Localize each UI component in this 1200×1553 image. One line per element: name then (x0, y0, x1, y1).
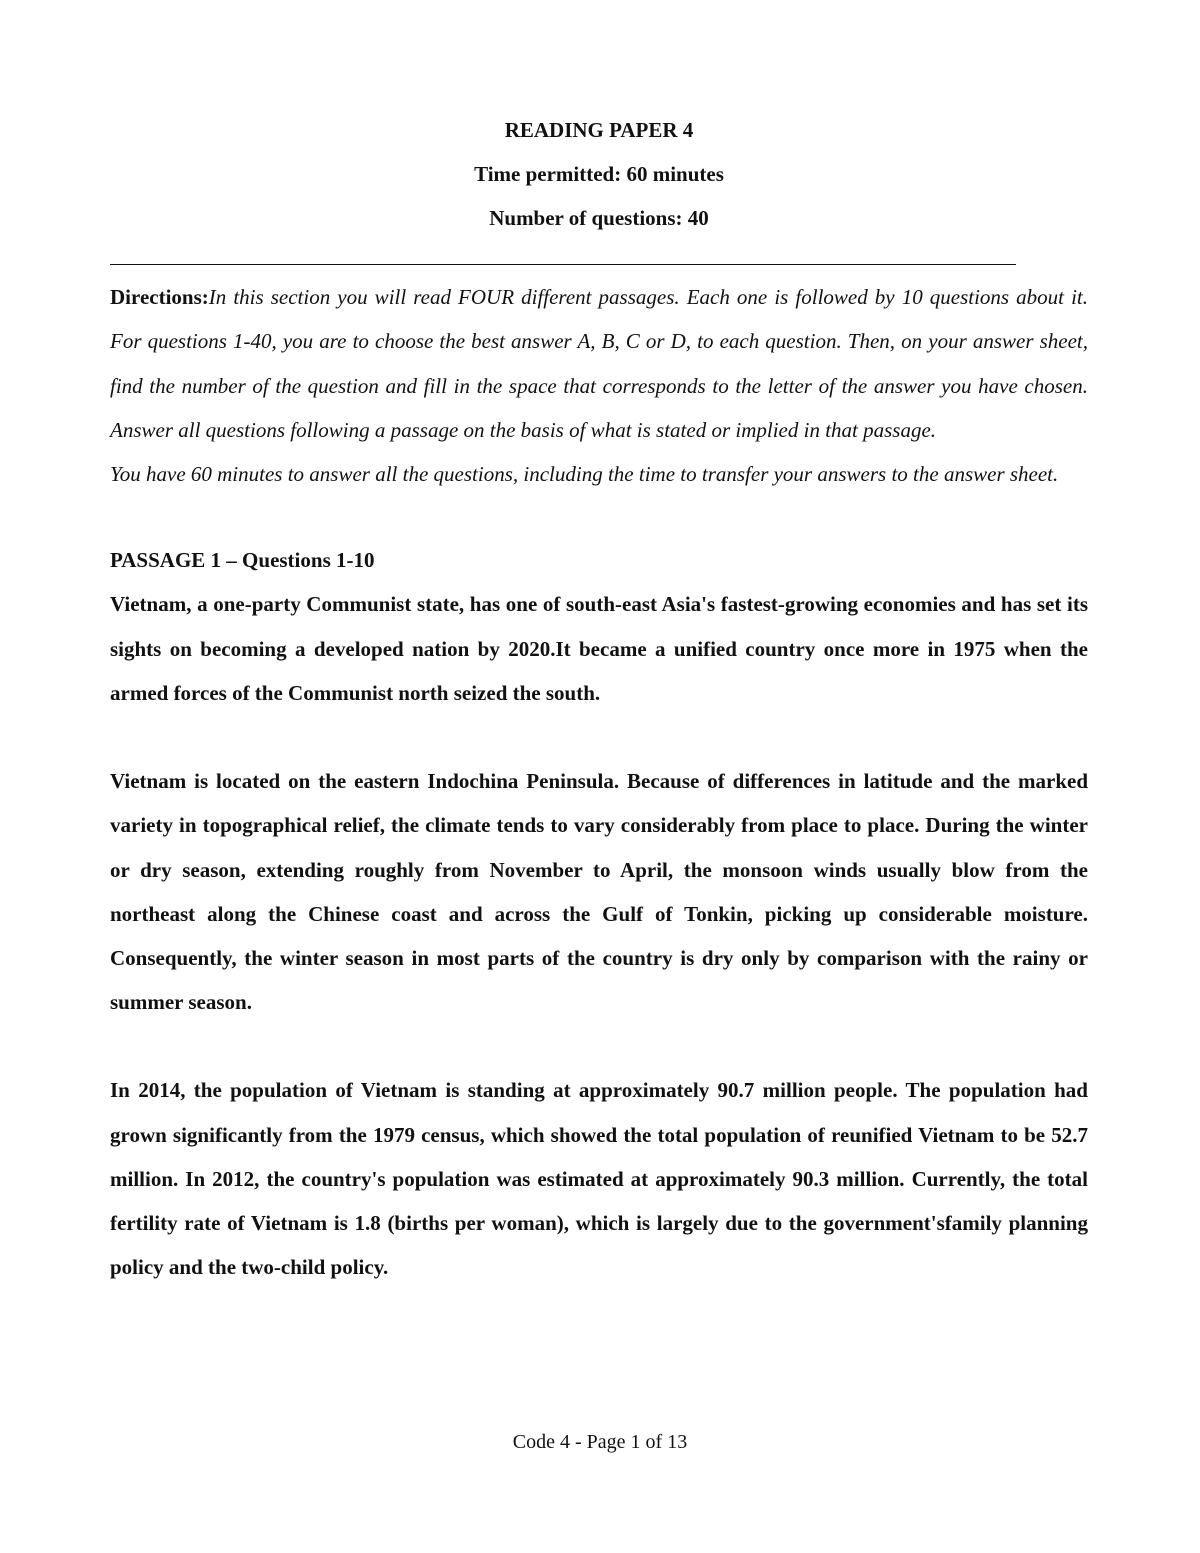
passage-1-paragraph-2: Vietnam is located on the eastern Indochina Peninsula. Because of differences in latitude and the marked variety in topographical relief, the climate tends to vary considerably from place to place. During the winter or dry season, extending roughly from November to April, the monsoon winds usually blow from the northeast along the Chinese coast and across the Gulf of Tonkin, picking up considerable moisture. Consequently, the winter season in most parts of the country is dry only by comparison with the rainy or summer season. (110, 769, 1088, 1015)
directions-paragraph-1 (110, 275, 1088, 452)
directions-text-2: You have 60 minutes to answer all the questions, including the time to transfer your answers to the answer sheet. (110, 462, 1059, 487)
paper-title: READING PAPER 4 (504, 118, 694, 142)
page-footer: Code 4 - Page 1 of 13 (512, 1431, 688, 1453)
passage-1-paragraph-3: In 2014, the population of Vietnam is standing at approximately 90.7 million people. The population had grown significantly from the 1979 census, which showed the total population of reunified Vietnam to be 52.7 million. In 2012, the country's population was estimated at approximately 90.3 million. Currently, the total fertility rate of Vietnam is 1.8 (births per woman), which is largely due to the government'sfamily planning policy and the two-child policy. (110, 1078, 1088, 1280)
header-divider (110, 264, 1016, 265)
directions-label: Directions: (110, 285, 209, 309)
document-page (110, 108, 1088, 1289)
passage-1-title: PASSAGE 1 – Questions 1-10 (110, 548, 375, 573)
time-permitted: Time permitted: 60 minutes (474, 162, 724, 186)
number-of-questions: Number of questions: 40 (489, 206, 709, 230)
passage-1-paragraph-1: Vietnam, a one-party Communist state, has one of south-east Asia's fastest-growing economies and has set its sights on becoming a developed nation by 2020.It became a unified country once more in 1975 when the armed forces of the Communist north seized the south. (110, 592, 1088, 705)
passage-1-body (110, 582, 1088, 1289)
directions-text-1: In this section you will read FOUR different passages. Each one is followed by 10 questions about it. For questions 1-40, you are to choose the best answer A, B, C or D, to each question. Then, on your answer sheet, find the number of the question and fill in the space that corresponds to the letter of the answer you have chosen. Answer all questions following a passage on the basis of what is stated or implied in that passage. (110, 285, 1088, 442)
directions-block (110, 275, 1088, 496)
